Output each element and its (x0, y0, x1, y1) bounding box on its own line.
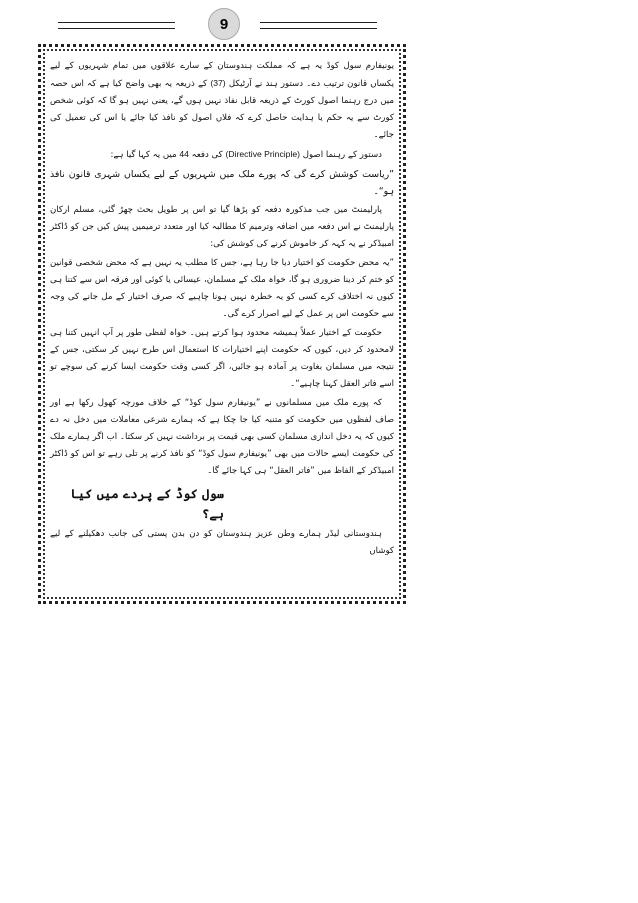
paragraph-muslim-opposition (50, 395, 394, 480)
paragraph-muslim-opposition-text: کہ پورے ملک میں مسلمانوں نے ”یونیفارم سول کوڈ“ کے خلاف مورچہ کھول رکھا ہے اور صاف لفظوں میں حکومت کو متنبہ کیا جا چکا ہے کہ ہمارے شرعی معاملات میں دخل نہ دے کیوں کہ یہ دخل اندازی مسلمان کسی بھی قیمت پر برداشت نہیں کر سکتا۔ اب اگر ہمارے ملک کی حکومت ایسے حالات میں بھی ”یونیفارم سول کوڈ“ کو نافذ کرنے پر تلی رہے تو اس کو ڈاکٹر امبیڈکر کے الفاظ میں ”فاتر العقل“ ہی کہا جائے گا۔ (50, 398, 394, 476)
closing-line (50, 526, 394, 560)
paragraph-2-part-5: میں یہ کہا گیا ہے: (110, 150, 180, 160)
page-number-badge (208, 8, 240, 40)
header-rule-right (260, 22, 377, 29)
paragraph-2-part-1: دستور کے رہنما اصول (300, 150, 382, 160)
closing-line-text: ہندوستانی لیڈر ہمارے وطن عزیز ہندوستان کو دن بدن پستی کی جانب دھکیلنے کے لیے کوشاں (50, 529, 394, 556)
section-heading: سول کوڈ کے پردے میں کیا ہے؟ (70, 486, 224, 521)
page-number: 9 (219, 15, 229, 33)
article-number-37: (37) (210, 78, 226, 88)
article-body (50, 58, 394, 562)
paragraph-1 (50, 58, 394, 144)
paragraph-1-part-1: یونیفارم سول کوڈ یہ ہے کہ مملکت ہندوستان کے سارے علاقوں میں تمام شہریوں کے لیے یکساں قانون ترتیب دے۔ دستور ہند نے آرٹیکل (50, 61, 395, 89)
header-rule-left (58, 22, 175, 29)
quote-article-44 (50, 166, 394, 200)
paragraph-2 (50, 146, 394, 164)
paragraph-2-part-3: کی دفعہ (188, 150, 226, 160)
quote-article-44-text: ”ریاست کوشش کرے گی کہ پورے ملک میں شہریوں کے لیے یکساں شہری قانون نافذ ہو“۔ (50, 169, 394, 197)
quote-ambedkar (50, 255, 394, 323)
directive-principle-term: (Directive Principle) (225, 149, 300, 159)
paragraph-government-power (50, 325, 394, 393)
paragraph-government-power-text: حکومت کے اختیار عملاً ہمیشہ محدود ہوا کرتے ہیں۔ خواہ لفظی طور پر آپ انہیں کتنا ہی لامحدود کر دیں، کیوں کہ حکومت اپنے اختیارات کا استعمال اس طرح نہیں کر سکتی، جس کے نتیجہ میں مسلمان بغاوت پر آمادہ ہو جائیں، اگر کسی وقت حکومت ایسا کرنے کی سوچے تو اسے فاتر العقل کہنا چاہیے“۔ (50, 328, 394, 389)
paragraph-1-part-3: کے ذریعہ یہ بھی واضح کیا ہے کہ اس حصہ میں درج رہنما اصول کورٹ کے ذریعہ قابل نفاذ نہیں ہوں گے، یعنی نہیں ہو گا کہ کوئی شخص کورٹ سے یہ حکم یا ہدایت حاصل کرے کہ فلاں اصول کو نافذ کیا جائے یا اس کی تعمیل کی جائے۔ (50, 79, 394, 140)
paragraph-parliament (50, 202, 394, 253)
quote-ambedkar-text: ”یہ محض حکومت کو اختیار دیا جا رہا ہے، جس کا مطلب یہ نہیں ہے کہ محض شخصی قوانین کو ختم کر دینا ضروری ہو گا، خواہ ملک کے مسلمان، عیسائی یا کوئی اور فرقہ اس سے کتنا ہی کیوں نہ اختلاف کرے کسی کو یہ خطرہ نہیں ہونا چاہیے کہ صرف اختیار کے مل جانے کی وجہ سے حکومت اس پر عمل کے لیے اصرار کرے گی۔ (50, 258, 394, 319)
paragraph-parliament-text: پارلیمنٹ میں جب مذکورہ دفعہ کو پڑھا گیا تو اس پر طویل بحث چھڑ گئی، مسلم ارکان پارلیمنٹ نے اس دفعہ میں اضافہ وترمیم کا مطالبہ کیا اور متعدد ترمیمیں پیش کیں جن کو ڈاکٹر امبیڈکر نے یہ کہہ کر خاموش کرنے کی کوشش کی: (50, 205, 394, 249)
section-number-44: 44 (179, 149, 189, 159)
